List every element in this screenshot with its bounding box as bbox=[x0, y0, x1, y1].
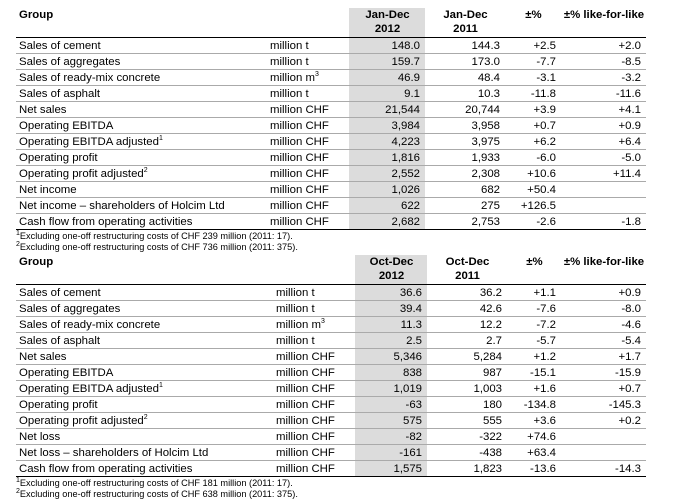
like-for-like-change: -8.5 bbox=[561, 54, 646, 70]
value-2012: 21,544 bbox=[349, 102, 425, 118]
row-label-text: Sales of ready-mix concrete bbox=[19, 319, 161, 331]
row-label-text: Sales of cement bbox=[19, 40, 101, 52]
row-unit-text: million CHF bbox=[276, 351, 335, 363]
row-unit bbox=[269, 70, 349, 86]
table-row bbox=[16, 150, 646, 166]
like-for-like-heading: ±% like-for-like bbox=[561, 255, 646, 285]
pct-change: +10.6 bbox=[505, 166, 561, 182]
table-header-row bbox=[16, 255, 646, 285]
like-for-like-change: +1.7 bbox=[561, 349, 646, 365]
row-unit-text: million CHF bbox=[270, 152, 329, 164]
value-2012: 4,223 bbox=[349, 134, 425, 150]
row-label bbox=[16, 429, 275, 445]
period-2011-heading: Oct-Dec 2011 bbox=[427, 255, 507, 285]
value-2012: 148.0 bbox=[349, 38, 425, 54]
like-for-like-change bbox=[561, 182, 646, 198]
like-for-like-change: -1.8 bbox=[561, 214, 646, 230]
like-for-like-change: +0.9 bbox=[561, 285, 646, 301]
row-unit bbox=[269, 102, 349, 118]
row-label bbox=[16, 182, 269, 198]
period-2011-heading: Jan-Dec 2011 bbox=[425, 8, 505, 38]
period-2012-heading: Jan-Dec 2012 bbox=[349, 8, 425, 38]
footnote bbox=[16, 489, 298, 500]
table-row bbox=[16, 38, 646, 54]
row-label bbox=[16, 86, 269, 102]
row-label bbox=[16, 285, 275, 301]
value-2011: 1,933 bbox=[425, 150, 505, 166]
value-2011: 3,958 bbox=[425, 118, 505, 134]
row-unit bbox=[269, 166, 349, 182]
pct-change: -7.6 bbox=[507, 301, 561, 317]
value-2011: 1,823 bbox=[427, 461, 507, 477]
table-row bbox=[16, 317, 646, 333]
footnote-mark: 2 bbox=[16, 487, 20, 495]
row-unit-text: million t bbox=[270, 40, 309, 52]
row-unit-text: million m bbox=[270, 72, 315, 84]
unit-exponent: 3 bbox=[314, 71, 319, 79]
row-unit bbox=[269, 134, 349, 150]
row-label bbox=[16, 349, 275, 365]
row-label-text: Cash flow from operating activities bbox=[19, 216, 193, 228]
table-oct-dec bbox=[16, 255, 646, 477]
row-label-text: Net loss bbox=[19, 431, 61, 443]
value-2011: 180 bbox=[427, 397, 507, 413]
like-for-like-change: -5.0 bbox=[561, 150, 646, 166]
value-2011: 144.3 bbox=[425, 38, 505, 54]
row-unit bbox=[269, 118, 349, 134]
like-for-like-change: -15.9 bbox=[561, 365, 646, 381]
group-heading: Group bbox=[16, 255, 275, 285]
value-2012: 2,552 bbox=[349, 166, 425, 182]
row-unit bbox=[275, 301, 355, 317]
value-2011: 3,975 bbox=[425, 134, 505, 150]
row-unit bbox=[275, 461, 355, 477]
row-label-text: Sales of aggregates bbox=[19, 303, 121, 315]
like-for-like-change: -5.4 bbox=[561, 333, 646, 349]
row-label-text: Sales of aggregates bbox=[19, 56, 121, 68]
pct-change: -134.8 bbox=[507, 397, 561, 413]
like-for-like-change: +0.9 bbox=[561, 118, 646, 134]
value-2012: 36.6 bbox=[355, 285, 427, 301]
row-label-text: Net loss – shareholders of Holcim Ltd bbox=[19, 447, 209, 459]
footnote-marker: 2 bbox=[143, 414, 148, 422]
pct-change: +63.4 bbox=[507, 445, 561, 461]
table-row bbox=[16, 102, 646, 118]
table-row bbox=[16, 461, 646, 477]
table-row bbox=[16, 333, 646, 349]
row-label bbox=[16, 413, 275, 429]
like-for-like-change: -14.3 bbox=[561, 461, 646, 477]
table-row bbox=[16, 198, 646, 214]
row-label-text: Operating EBITDA bbox=[19, 120, 114, 132]
row-label-text: Sales of cement bbox=[19, 287, 101, 299]
row-label bbox=[16, 461, 275, 477]
row-label-text: Operating EBITDA bbox=[19, 367, 114, 379]
value-2011: 987 bbox=[427, 365, 507, 381]
pct-change: +1.1 bbox=[507, 285, 561, 301]
row-label-text: Operating EBITDA adjusted bbox=[19, 383, 159, 395]
value-2011: 2,308 bbox=[425, 166, 505, 182]
row-unit-text: million CHF bbox=[270, 136, 329, 148]
row-unit bbox=[269, 214, 349, 230]
pct-change: -6.0 bbox=[505, 150, 561, 166]
value-2012: -82 bbox=[355, 429, 427, 445]
value-2011: -438 bbox=[427, 445, 507, 461]
value-2011: 20,744 bbox=[425, 102, 505, 118]
value-2011: 48.4 bbox=[425, 70, 505, 86]
footnote bbox=[16, 478, 293, 489]
row-unit bbox=[275, 365, 355, 381]
row-unit-text: million CHF bbox=[276, 367, 335, 379]
row-label-text: Operating profit adjusted bbox=[19, 168, 144, 180]
value-2012: 622 bbox=[349, 198, 425, 214]
unit-exponent: 3 bbox=[320, 318, 325, 326]
value-2011: 2.7 bbox=[427, 333, 507, 349]
row-label bbox=[16, 38, 269, 54]
row-unit-text: million CHF bbox=[276, 399, 335, 411]
footnote-text: Excluding one-off restructuring costs of CHF 638 million (2011: 375). bbox=[19, 489, 298, 499]
row-unit-text: million CHF bbox=[270, 104, 329, 116]
footnote bbox=[16, 242, 298, 253]
row-unit bbox=[275, 349, 355, 365]
table-row bbox=[16, 214, 646, 230]
row-label-text: Net income – shareholders of Holcim Ltd bbox=[19, 200, 225, 212]
pct-change: +74.6 bbox=[507, 429, 561, 445]
footnote-text: Excluding one-off restructuring costs of CHF 736 million (2011: 375). bbox=[19, 242, 298, 252]
value-2012: -63 bbox=[355, 397, 427, 413]
row-label-text: Net sales bbox=[19, 351, 67, 363]
row-label bbox=[16, 150, 269, 166]
row-unit bbox=[275, 397, 355, 413]
table-oct-dec-body bbox=[16, 255, 646, 477]
row-unit bbox=[275, 285, 355, 301]
table-row bbox=[16, 285, 646, 301]
pct-change: +3.9 bbox=[505, 102, 561, 118]
footnote-text: Excluding one-off restructuring costs of CHF 181 million (2011: 17). bbox=[19, 478, 293, 488]
value-2011: 12.2 bbox=[427, 317, 507, 333]
period-2012-heading: Oct-Dec 2012 bbox=[355, 255, 427, 285]
row-unit-text: million CHF bbox=[276, 431, 335, 443]
value-2011: 5,284 bbox=[427, 349, 507, 365]
row-label-text: Sales of ready-mix concrete bbox=[19, 72, 161, 84]
value-2011: 2,753 bbox=[425, 214, 505, 230]
like-for-like-change: -4.6 bbox=[561, 317, 646, 333]
like-for-like-change: -145.3 bbox=[561, 397, 646, 413]
row-label-text: Sales of asphalt bbox=[19, 335, 101, 347]
like-for-like-change bbox=[561, 445, 646, 461]
row-unit bbox=[275, 317, 355, 333]
pct-change: +2.5 bbox=[505, 38, 561, 54]
like-for-like-change: -11.6 bbox=[561, 86, 646, 102]
row-unit-text: million CHF bbox=[270, 120, 329, 132]
row-label bbox=[16, 445, 275, 461]
like-for-like-change: +2.0 bbox=[561, 38, 646, 54]
row-unit-text: million t bbox=[276, 303, 315, 315]
table-row bbox=[16, 349, 646, 365]
row-label bbox=[16, 333, 275, 349]
value-2012: 1,019 bbox=[355, 381, 427, 397]
row-label bbox=[16, 118, 269, 134]
row-unit-text: million CHF bbox=[276, 447, 335, 459]
table-row bbox=[16, 445, 646, 461]
pct-change: +0.7 bbox=[505, 118, 561, 134]
pct-change: -13.6 bbox=[507, 461, 561, 477]
row-label-text: Net income bbox=[19, 184, 77, 196]
footnote-marker: 1 bbox=[158, 382, 163, 390]
table-row bbox=[16, 365, 646, 381]
like-for-like-change: +11.4 bbox=[561, 166, 646, 182]
row-unit-text: million CHF bbox=[270, 216, 329, 228]
table-row bbox=[16, 413, 646, 429]
row-unit bbox=[275, 445, 355, 461]
value-2011: 682 bbox=[425, 182, 505, 198]
value-2012: 1,575 bbox=[355, 461, 427, 477]
pct-change: -7.7 bbox=[505, 54, 561, 70]
row-label bbox=[16, 317, 275, 333]
value-2011: 275 bbox=[425, 198, 505, 214]
like-for-like-change: +6.4 bbox=[561, 134, 646, 150]
footnote-text: Excluding one-off restructuring costs of CHF 239 million (2011: 17). bbox=[19, 231, 293, 241]
row-unit-text: million CHF bbox=[270, 184, 329, 196]
unit-heading bbox=[269, 8, 349, 38]
row-label bbox=[16, 365, 275, 381]
value-2012: 5,346 bbox=[355, 349, 427, 365]
table-jan-dec-body bbox=[16, 8, 646, 230]
table-row bbox=[16, 182, 646, 198]
pct-change: -3.1 bbox=[505, 70, 561, 86]
row-unit-text: million CHF bbox=[270, 168, 329, 180]
value-2011: -322 bbox=[427, 429, 507, 445]
table-jan-dec bbox=[16, 8, 646, 230]
value-2012: 2.5 bbox=[355, 333, 427, 349]
table-header-row bbox=[16, 8, 646, 38]
like-for-like-change: +4.1 bbox=[561, 102, 646, 118]
value-2012: 838 bbox=[355, 365, 427, 381]
row-label bbox=[16, 301, 275, 317]
row-label bbox=[16, 102, 269, 118]
row-label-text: Operating profit bbox=[19, 152, 98, 164]
like-for-like-heading: ±% like-for-like bbox=[561, 8, 646, 38]
value-2012: 1,816 bbox=[349, 150, 425, 166]
value-2012: 9.1 bbox=[349, 86, 425, 102]
value-2011: 173.0 bbox=[425, 54, 505, 70]
footnote bbox=[16, 231, 293, 242]
pct-change: +1.6 bbox=[507, 381, 561, 397]
pct-change: -11.8 bbox=[505, 86, 561, 102]
table-row bbox=[16, 397, 646, 413]
row-label-text: Operating EBITDA adjusted bbox=[19, 136, 159, 148]
row-label bbox=[16, 381, 275, 397]
footnote-mark: 2 bbox=[16, 240, 20, 248]
pct-change: +3.6 bbox=[507, 413, 561, 429]
row-unit bbox=[269, 38, 349, 54]
table-row bbox=[16, 86, 646, 102]
row-label bbox=[16, 214, 269, 230]
table-row bbox=[16, 118, 646, 134]
row-unit-text: million CHF bbox=[276, 415, 335, 427]
table-row bbox=[16, 54, 646, 70]
value-2012: 1,026 bbox=[349, 182, 425, 198]
pct-change: +6.2 bbox=[505, 134, 561, 150]
row-label-text: Sales of asphalt bbox=[19, 88, 101, 100]
pct-change: +1.2 bbox=[507, 349, 561, 365]
row-unit bbox=[275, 429, 355, 445]
value-2011: 36.2 bbox=[427, 285, 507, 301]
table-row bbox=[16, 70, 646, 86]
row-label bbox=[16, 70, 269, 86]
value-2011: 1,003 bbox=[427, 381, 507, 397]
row-unit bbox=[275, 381, 355, 397]
value-2011: 42.6 bbox=[427, 301, 507, 317]
value-2012: -161 bbox=[355, 445, 427, 461]
row-unit-text: million CHF bbox=[276, 463, 335, 475]
table-row bbox=[16, 166, 646, 182]
row-unit-text: million t bbox=[276, 287, 315, 299]
row-label bbox=[16, 198, 269, 214]
row-label bbox=[16, 166, 269, 182]
row-unit-text: million m bbox=[276, 319, 321, 331]
like-for-like-change bbox=[561, 198, 646, 214]
row-unit-text: million t bbox=[270, 56, 309, 68]
footnote-mark: 1 bbox=[16, 229, 20, 237]
table-row bbox=[16, 429, 646, 445]
like-for-like-change: -3.2 bbox=[561, 70, 646, 86]
row-label-text: Net sales bbox=[19, 104, 67, 116]
pct-change: -15.1 bbox=[507, 365, 561, 381]
like-for-like-change: +0.2 bbox=[561, 413, 646, 429]
pct-change: -5.7 bbox=[507, 333, 561, 349]
unit-heading bbox=[275, 255, 355, 285]
like-for-like-change bbox=[561, 429, 646, 445]
table-row bbox=[16, 381, 646, 397]
row-unit bbox=[269, 182, 349, 198]
row-unit-text: million t bbox=[276, 335, 315, 347]
row-label bbox=[16, 397, 275, 413]
table-row bbox=[16, 134, 646, 150]
value-2012: 39.4 bbox=[355, 301, 427, 317]
group-heading: Group bbox=[16, 8, 269, 38]
pct-change: -7.2 bbox=[507, 317, 561, 333]
row-unit bbox=[275, 413, 355, 429]
footnote-mark: 1 bbox=[16, 476, 20, 484]
row-label bbox=[16, 54, 269, 70]
row-unit bbox=[269, 198, 349, 214]
row-unit-text: million CHF bbox=[270, 200, 329, 212]
like-for-like-change: +0.7 bbox=[561, 381, 646, 397]
pct-change: +126.5 bbox=[505, 198, 561, 214]
value-2012: 11.3 bbox=[355, 317, 427, 333]
like-for-like-change: -8.0 bbox=[561, 301, 646, 317]
value-2011: 10.3 bbox=[425, 86, 505, 102]
pct-change-heading: ±% bbox=[505, 8, 561, 38]
value-2012: 3,984 bbox=[349, 118, 425, 134]
value-2012: 2,682 bbox=[349, 214, 425, 230]
pct-change: +50.4 bbox=[505, 182, 561, 198]
value-2011: 555 bbox=[427, 413, 507, 429]
footnote-marker: 1 bbox=[158, 135, 163, 143]
table-row bbox=[16, 301, 646, 317]
row-label bbox=[16, 134, 269, 150]
row-label-text: Operating profit bbox=[19, 399, 98, 411]
row-unit bbox=[275, 333, 355, 349]
row-unit bbox=[269, 54, 349, 70]
value-2012: 46.9 bbox=[349, 70, 425, 86]
row-label-text: Cash flow from operating activities bbox=[19, 463, 193, 475]
value-2012: 159.7 bbox=[349, 54, 425, 70]
row-unit-text: million CHF bbox=[276, 383, 335, 395]
row-unit-text: million t bbox=[270, 88, 309, 100]
pct-change: -2.6 bbox=[505, 214, 561, 230]
footnote-marker: 2 bbox=[143, 167, 148, 175]
row-label-text: Operating profit adjusted bbox=[19, 415, 144, 427]
pct-change-heading: ±% bbox=[507, 255, 561, 285]
row-unit bbox=[269, 150, 349, 166]
value-2012: 575 bbox=[355, 413, 427, 429]
row-unit bbox=[269, 86, 349, 102]
